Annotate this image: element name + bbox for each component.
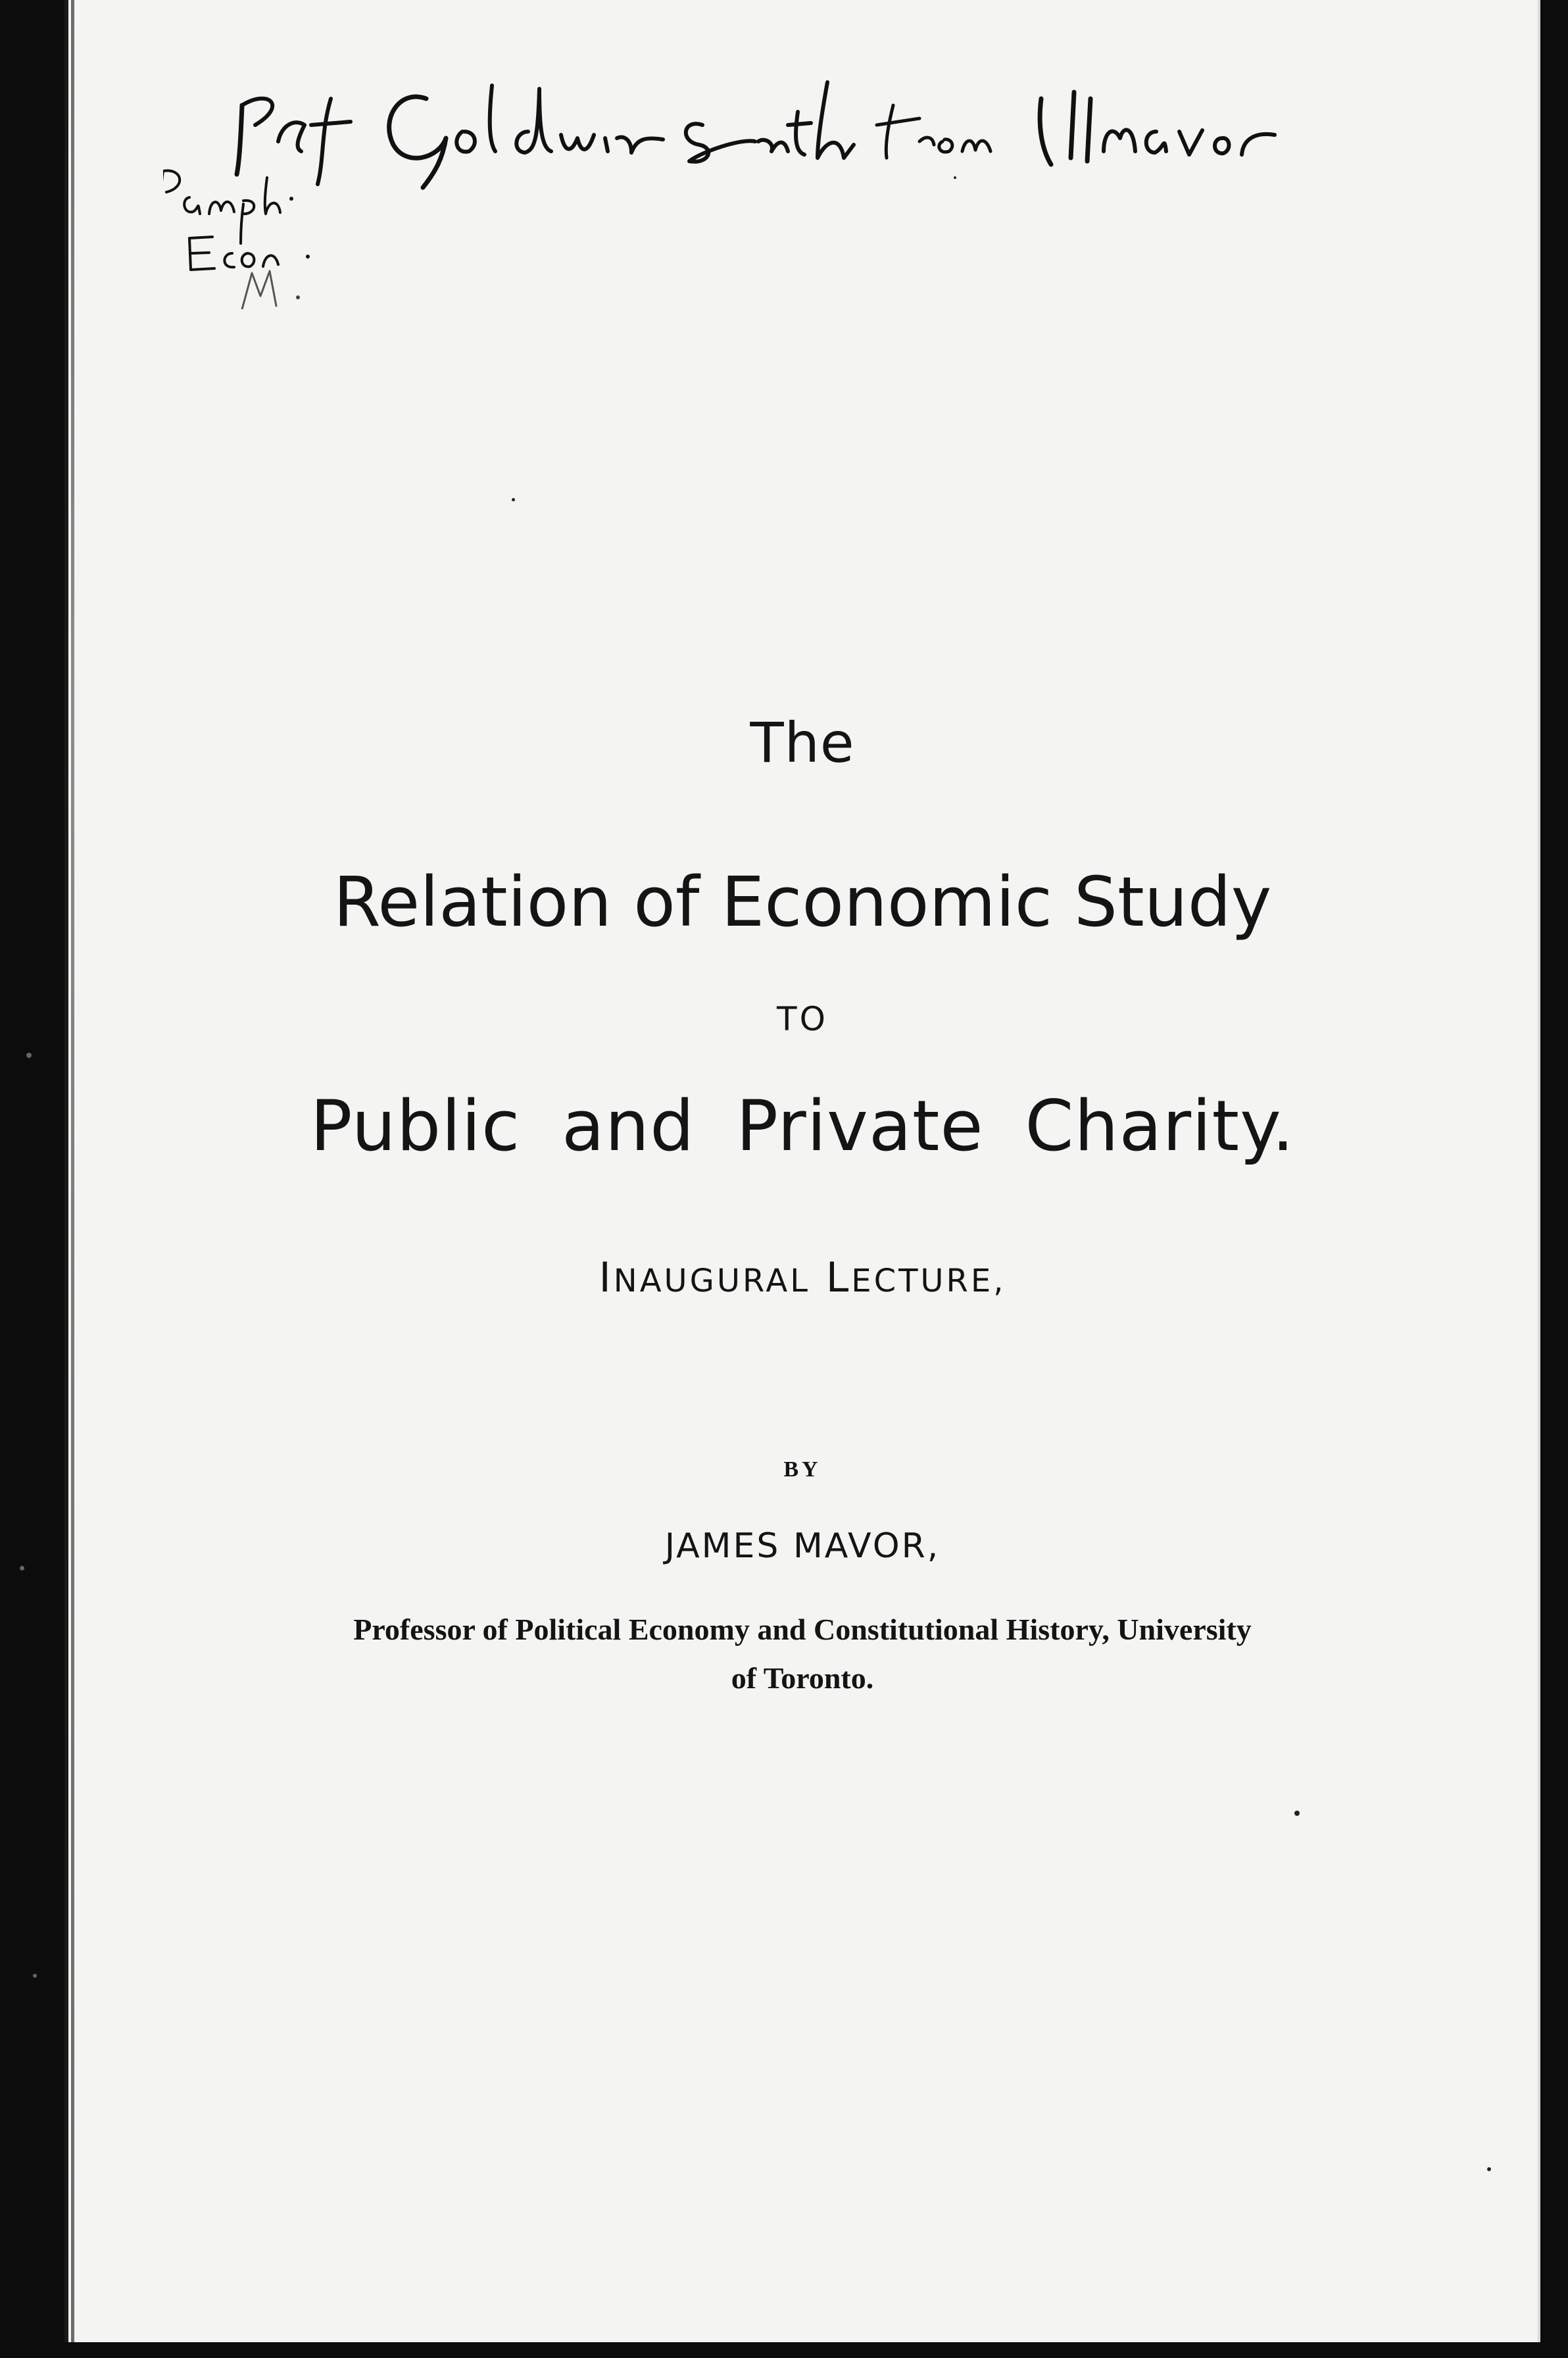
margin-speck (20, 1566, 24, 1570)
affiliation-line-2: of Toronto. (731, 1661, 874, 1695)
lecture-initial-1: I (599, 1253, 614, 1301)
author-name: JAMES MAVOR, (664, 1526, 941, 1566)
author-affiliation (64, 1605, 1540, 1703)
scan-speck (512, 498, 515, 501)
title-to: TO (777, 1000, 828, 1038)
title-main: Relation of Economic Study (333, 862, 1272, 942)
lecture-rest-2: ECTURE, (851, 1263, 1006, 1299)
lecture-initial-2: L (825, 1253, 852, 1301)
margin-speck (33, 1974, 37, 1978)
lecture-label (64, 1253, 1540, 1301)
handwritten-inscription (163, 26, 1413, 309)
margin-speck (26, 1053, 32, 1058)
lecture-rest-1: NAUGURAL (613, 1263, 810, 1299)
scan-speck (1487, 2167, 1491, 2171)
title-the: The (750, 711, 855, 775)
scan-speck (954, 176, 956, 179)
byline-by: BY (783, 1457, 821, 1482)
title-page (64, 0, 1540, 2342)
scan-speck (1294, 1811, 1300, 1816)
title-subject: Public and Private Charity. (310, 1086, 1295, 1166)
page-crease (71, 0, 74, 2342)
affiliation-line-1: Professor of Political Economy and Constitutional History, University (353, 1613, 1252, 1646)
